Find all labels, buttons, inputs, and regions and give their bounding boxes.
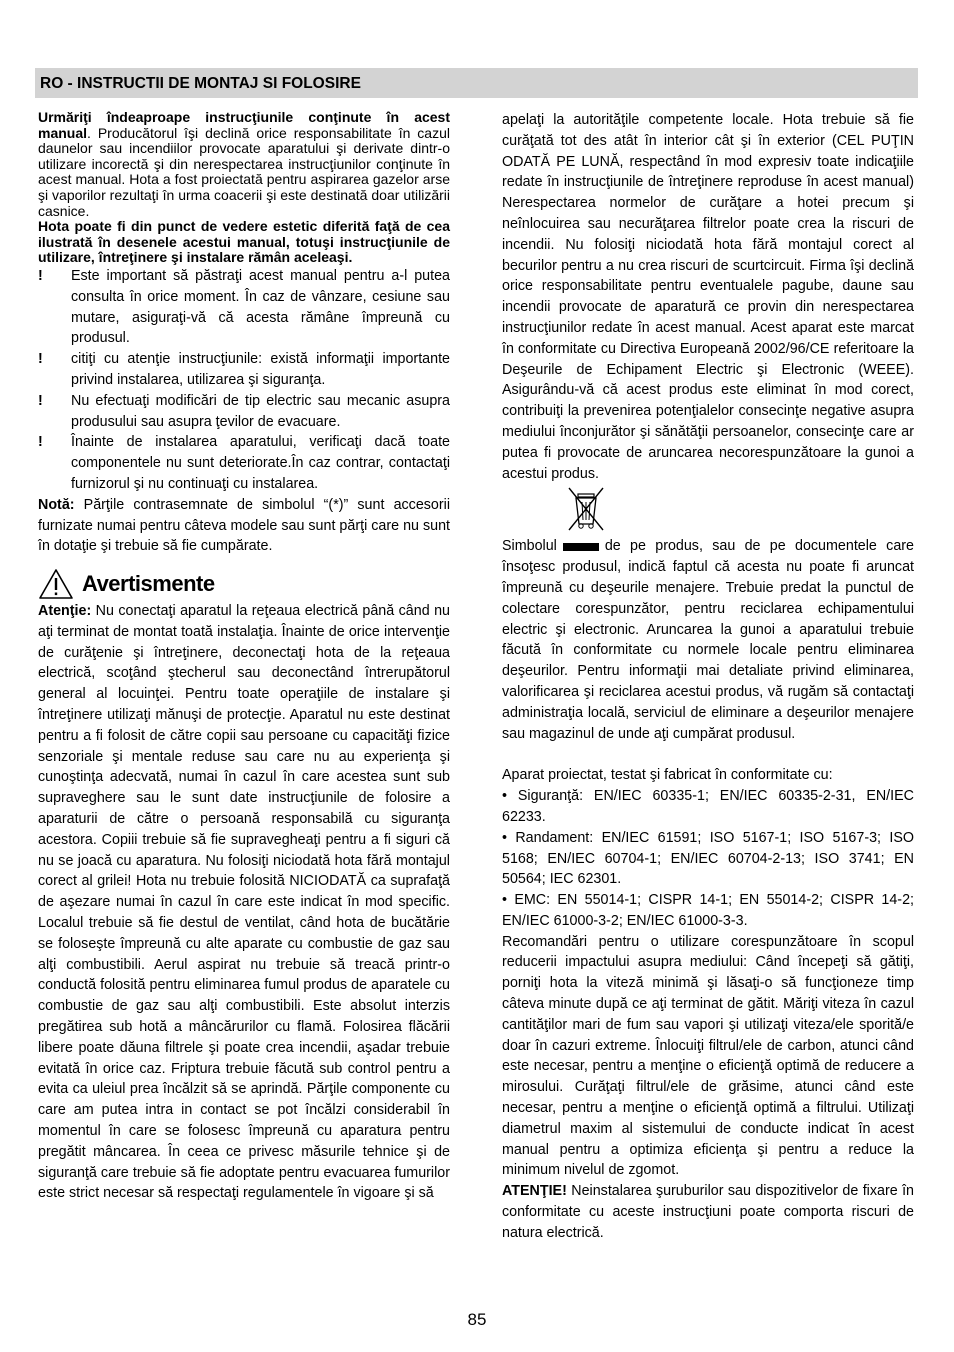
symbol-text-after: de pe produs, sau de pe documentele care însoţesc produsul, indică faptul că acesta nu poate fi aruncat împreună cu deşeurile menajere. Trebuie predat la punctul de colectare corespunzător, pentru reciclarea echipamentului electric şi electronic. Aruncarea la gunoi a aparatului trebuie făcută în conformitate cu normele locale pentru eliminarea deşeurilor. Pentru informaţii mai detaliate privind eliminarea, valorificarea şi reciclarea acestui produs, vă rugăm să contactaţi administraţia locală, serviciul de eliminare a deşeurilor menajere sau magazinul de unde aţi cumpărat produsul. [502, 538, 914, 742]
note-paragraph [38, 495, 450, 557]
warning-paragraph [38, 601, 450, 1204]
intro-paragraph [38, 110, 450, 219]
warning-triangle-icon [38, 568, 74, 600]
exclamation-icon: ! [38, 392, 43, 409]
intro-bold: Urmăriţi îndeaproape instrucţiunile conţinute în acest manual [38, 109, 450, 141]
warning-text: Nu conectaţi aparatul la reţeaua electrică până când nu aţi terminat de montat toată instalaţia. Înainte de orice intervenţie de curăţenie şi întreţinere, deconectaţi hota de la reţeaua electrică, scoţând ştecherul sau deconectând întrerupătorul general al locuinţei. Pentru toate operaţiile de instalare şi întreţinere utilizaţi mănuşi de protecţie. Aparatul nu este destinat pentru a fi folosit de către copii sau persoane cu capacităţi fizice senzoriale şi mentale reduse sau care nu au experienţa şi cunoştinţa adecvată, numai în cazul în care acestea sunt sub supraveghere sau le sunt date instrucţiunile de folosire a aparaturii de către o persoană responsabilă cu siguranţa acestora. Copiii trebuie să fie supravegheaţi pentru a fi siguri că nu se joacă cu aparatura. Nu folosiţi niciodată hota fără montajul corect al grilei! Hota nu trebuie folosită NICIODATĂ ca suprafaţă de aşezare numai în cazul în care este indicat în mod specific. Localul trebuie să fie destul de ventilat, când hota de bucătărie se foloseşte împreună cu alte aparate cu combustie de gaz sau alţi combustibili. Aerul aspirat nu trebuie să treacă printr-o conductă folosită pentru eliminarea fumul produs de aparatele cu combustie de gaz sau alţi combustibili. Este absolut interzis pregătirea sub hotă a mâncărurilor cu flamă. Folosirea flăcării libere poate dăuna filtrele şi poate crea incendii, aşadar trebuie evitată în orice caz. Friptura trebuie făcută sub control pentru a evita ca uleiul prea încălzit să se aprindă. Părţile componente cu care am putea intra in contact se pot încălzi considerabil în momentul în care se folosesc împreună cu aparatura pentru pregătit mâncarea. În ceea ce privesc măsurile tehnice şi de siguranţă care trebuie să fie adoptate pentru evacuarea fumurilor este strict necesar să respectaţi regulamentele în vigoare şi să [38, 603, 450, 1202]
attention-label: ATENŢIE! [502, 1183, 567, 1200]
bullet-text: citiţi cu atenţie instrucţiunile: există informaţii importante privind instalarea, utilizarea şi siguranţa. [71, 351, 450, 388]
bullet-text: Nu efectuaţi modificări de tip electric sau mecanic asupra produsului sau asupra ţevilor de evacuare. [71, 392, 450, 430]
section-header-bar [35, 68, 918, 98]
page-number [0, 1310, 954, 1330]
right-column [502, 110, 914, 1244]
black-bar-symbol-icon [563, 543, 599, 551]
bullet-text: Înainte de instalarea aparatului, verificaţi dacă toate componentele nu sunt deteriorate.În caz contrar, contactaţi furnizorul şi nu continuaţi cu instalarea. [71, 434, 450, 492]
compliance-intro: Aparat proiectat, testat şi fabricat în conformitate cu: [502, 767, 833, 784]
bullet-item [38, 391, 450, 433]
note-text: Părţile contrasemnate de simbolul “(*)” sunt accesorii furnizate numai pentru câteva modele sau sunt părţi care nu sunt în dotaţie şi trebuie să fie cumpărate. [38, 496, 450, 555]
exclamation-icon: ! [38, 434, 43, 451]
warnings-title: Avertismente [82, 571, 215, 597]
bullet-item [38, 432, 450, 494]
cleaning-weee-paragraph: apelaţi la autorităţile competente locale. Hota trebuie să fie curăţată tot des atât în interior cât şi în exterior (CEL PUŢIN ODATĂ PE LUNĂ, respectând în mod expresiv toate indicaţiile redate în instrucţiunile de întreţinere reproduse în acest manual) Nerespectarea normelor de curăţare a hotei precum şi neînlocuirea sau necurăţarea filtrelor poate crea la riscuri de incendii. Nu folosiţi niciodată hota fără montajul corect al becurilor pentru a nu crea riscuri de scurtcircuit. Firma îşi declină orice responsabilitate pentru eventualele pagube, daune sau incendii provocate de aparatură ce provin din nerespectarea instrucţiunilor redate în acest manual. Acest aparat este marcat în conformitate cu Directiva Europeană 2002/96/CE referitoare la Deşeurile de Echipament Electric şi Electronic (WEEE). Asigurându-vă că acest produs este eliminat în mod corect, contribuiţi la prevenirea potenţialelor consecinţe negative asupra mediului înconjurător şi sănătăţii persoanelor, consecinţe care ar putea fi provocate de aruncarea necorespunzătoare la gunoi a acestui produs. [502, 112, 914, 482]
section-title: RO - INSTRUCTII DE MONTAJ SI FOLOSIRE [40, 75, 361, 92]
bullet-item [38, 266, 450, 349]
bullet-text: Este important să păstraţi acest manual pentru a-l putea consulta în orice moment. În caz de vânzare, cesiune sau mutare, asiguraţi-vă că acesta rămâne împreună cu produsul. [71, 267, 450, 347]
attention-paragraph [502, 1181, 914, 1243]
bullet-item [38, 349, 450, 391]
left-column [38, 110, 450, 1204]
spacer [502, 744, 914, 765]
note-label: Notă: [38, 496, 75, 513]
design-note-bold: Hota poate fi din punct de vedere estetic diferită faţă de cea ilustrată în desenele acestui manual, totuşi instrucţiunile de utilizare, întreţinere şi instalare rămân aceleaşi. [38, 218, 450, 266]
crossed-out-bin-icon [566, 486, 606, 532]
compliance-item-safety: • Siguranţă: EN/IEC 60335-1; EN/IEC 60335-2-31, EN/IEC 62233. [502, 788, 914, 825]
symbol-text-before: Simbolul [502, 538, 557, 555]
compliance-item-performance: • Randament: EN/IEC 61591; ISO 5167-1; ISO 5167-3; ISO 5168; EN/IEC 60704-1; EN/IEC 60704-2-13; ISO 3741; EN 50564; IEC 62301. [502, 829, 914, 888]
compliance-item-emc: • EMC: EN 55014-1; CISPR 14-1; EN 55014-2; CISPR 14-2; EN/IEC 61000-3-2; EN/IEC 61000-3-3. [502, 892, 914, 929]
weee-symbol-block [502, 486, 914, 536]
warnings-heading [38, 567, 450, 601]
warning-label: Atenţie: [38, 603, 92, 620]
symbol-paragraph [502, 536, 914, 744]
intro-text: . Producătorul îşi declină orice responsabilitate în cazul daunelor sau incendiilor provocate aparatului şi derivate dintr-o utilizare incorectă şi din nerespectarea instrucţiunilor conţinute în acest manual. Hota a fost proiectată pentru aspirarea gazelor arse şi vaporilor rezultaţi în urma coacerii şi este destinată doar utilizării casnice. [38, 124, 450, 219]
page-number-text: 85 [467, 1310, 487, 1329]
exclamation-icon: ! [38, 351, 43, 368]
attention-text: Neinstalarea şuruburilor sau dispozitivelor de fixare în conformitate cu aceste instrucţiuni poate comporta riscuri de natura electrică. [502, 1183, 914, 1241]
environment-recommendations: Recomandări pentru o utilizare corespunzătoare în scopul reducerii impactului asupra mediului: Când începeţi să gătiţi, porniţi hota la viteză minimă şi lăsaţi-o să funcţioneze timp câteva minute după ce aţi terminat de gătit. Măriţi viteza în cazul cantităţilor mari de fum sau vapori şi utilizaţi viteza/ele sporită/e doar în cazuri extreme. Înlocuiţi filtrul/ele de carbon, atunci când este necesar, pentru a menţine o eficienţă optimă de reducere a mirosului. Curăţaţi filtrul/ele de grăsime, atunci când este necesar, pentru a menţine o eficienţă optimă a filtrului. Utilizaţi diametrul maxim al sistemului de conducte indicat în acest manual pentru a optimiza eficienţa şi pentru a reduce la minimum nivelul de zgomot. [502, 933, 914, 1179]
exclamation-icon: ! [38, 267, 43, 284]
